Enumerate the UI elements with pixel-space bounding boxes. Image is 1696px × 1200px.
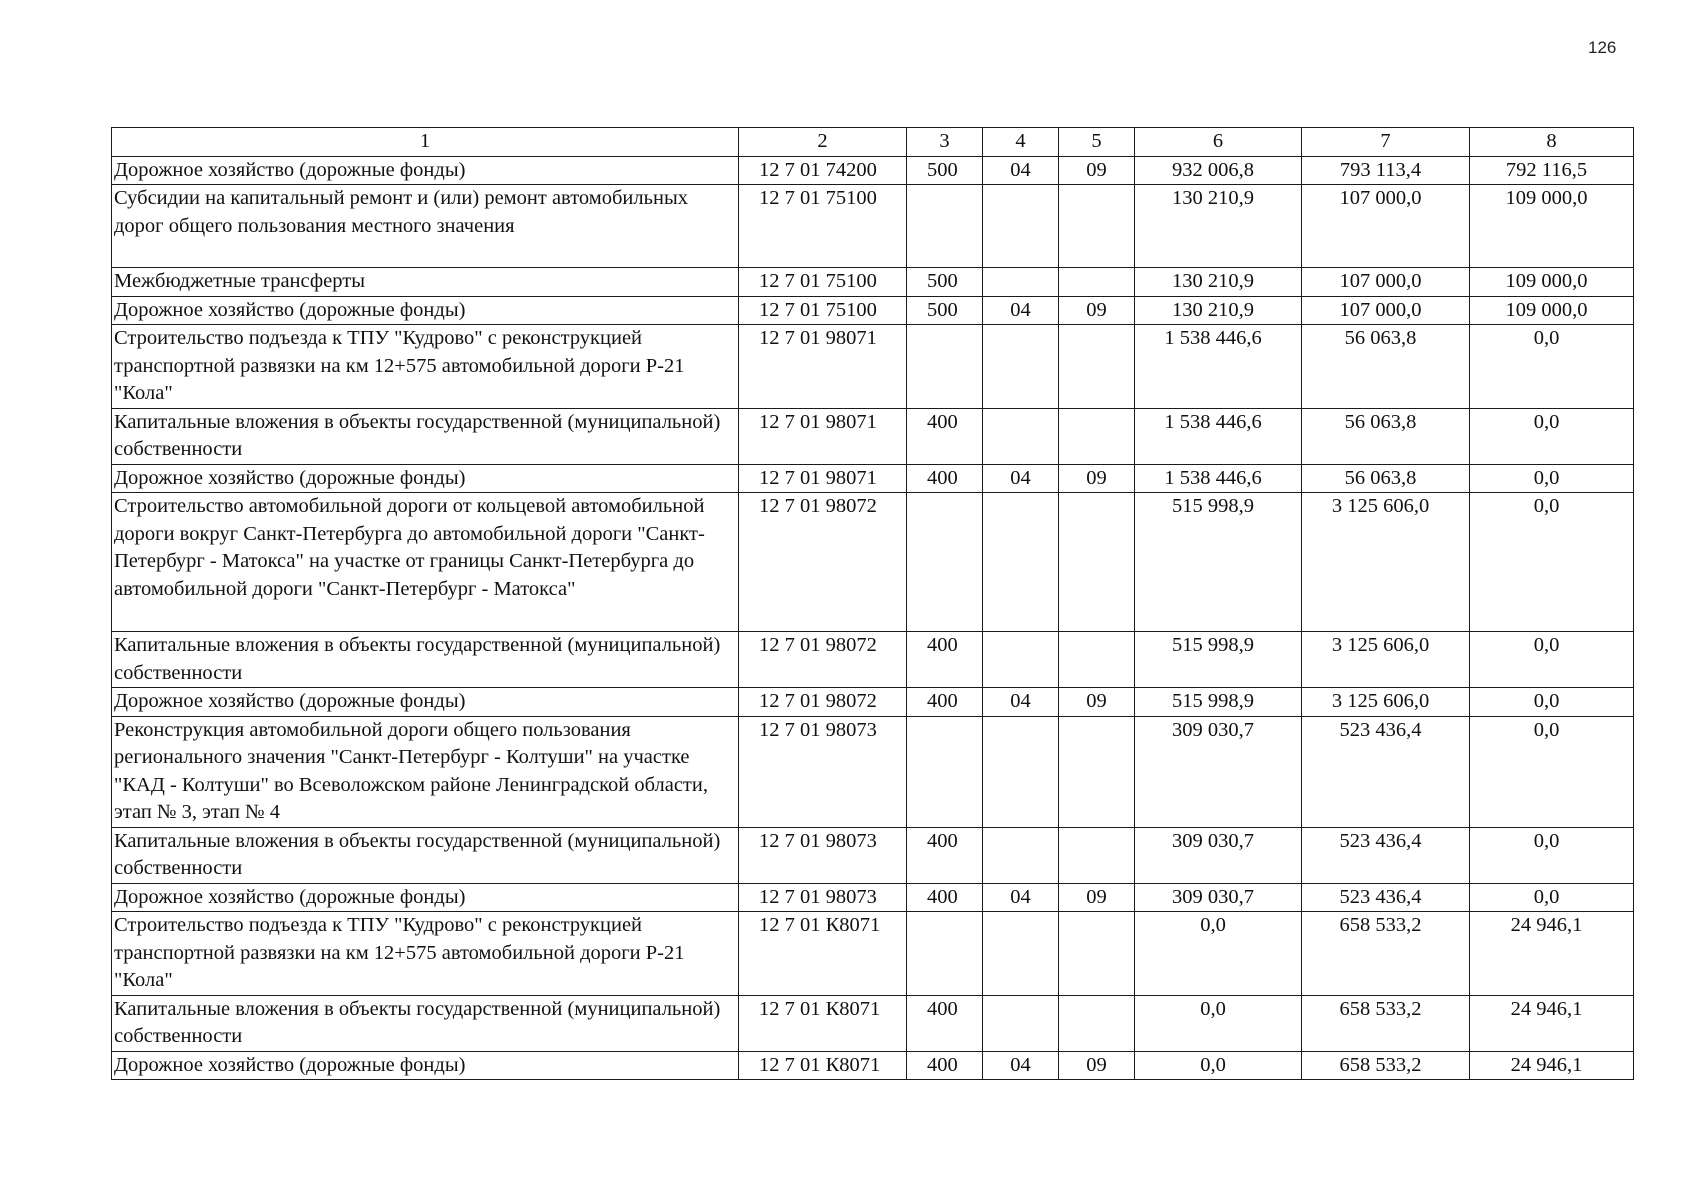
table-row [112, 493, 1634, 632]
subsection-cell [1059, 632, 1135, 688]
section-cell [983, 185, 1059, 268]
table-row [112, 912, 1634, 996]
expense-type-cell [907, 493, 983, 632]
column-number-row [112, 128, 1634, 157]
amount-year2-cell: 523 436,4 [1302, 883, 1470, 912]
amount-year2-cell: 658 533,2 [1302, 912, 1470, 996]
subsection-cell [1059, 995, 1135, 1051]
page-number: 126 [1588, 38, 1617, 57]
target-article-code-cell: 12 7 01 75100 [739, 185, 907, 268]
section-cell [983, 325, 1059, 409]
target-article-code-cell: 12 7 01 98072 [739, 688, 907, 717]
expense-type-cell: 400 [907, 883, 983, 912]
amount-year3-cell: 0,0 [1470, 408, 1634, 464]
target-article-code-cell: 12 7 01 К8071 [739, 1051, 907, 1080]
row-name-cell: Капитальные вложения в объекты государственной (муниципальной) собственности [112, 632, 739, 688]
section-cell [983, 995, 1059, 1051]
amount-year1-cell: 309 030,7 [1135, 827, 1302, 883]
expense-type-cell: 500 [907, 296, 983, 325]
subsection-cell: 09 [1059, 1051, 1135, 1080]
row-name-cell: Строительство подъезда к ТПУ "Кудрово" с реконструкцией транспортной развязки на км 12+575 автомобильной дороги Р-21 "Кола" [112, 325, 739, 409]
amount-year1-cell: 515 998,9 [1135, 632, 1302, 688]
amount-year1-cell: 309 030,7 [1135, 716, 1302, 827]
row-name-cell: Дорожное хозяйство (дорожные фонды) [112, 1051, 739, 1080]
row-name-cell: Дорожное хозяйство (дорожные фонды) [112, 688, 739, 717]
expense-type-cell: 500 [907, 156, 983, 185]
column-number: 5 [1059, 128, 1135, 157]
section-cell: 04 [983, 688, 1059, 717]
row-name-cell: Дорожное хозяйство (дорожные фонды) [112, 156, 739, 185]
target-article-code-cell: 12 7 01 К8071 [739, 912, 907, 996]
table-row [112, 1051, 1634, 1080]
subsection-cell: 09 [1059, 883, 1135, 912]
amount-year3-cell: 24 946,1 [1470, 1051, 1634, 1080]
amount-year2-cell: 3 125 606,0 [1302, 632, 1470, 688]
amount-year3-cell: 109 000,0 [1470, 185, 1634, 268]
amount-year1-cell: 309 030,7 [1135, 883, 1302, 912]
subsection-cell [1059, 408, 1135, 464]
subsection-cell [1059, 716, 1135, 827]
amount-year3-cell: 792 116,5 [1470, 156, 1634, 185]
amount-year2-cell: 56 063,8 [1302, 464, 1470, 493]
amount-year2-cell: 3 125 606,0 [1302, 688, 1470, 717]
expense-type-cell: 400 [907, 632, 983, 688]
amount-year3-cell: 0,0 [1470, 632, 1634, 688]
amount-year2-cell: 107 000,0 [1302, 296, 1470, 325]
expense-type-cell: 400 [907, 408, 983, 464]
amount-year1-cell: 515 998,9 [1135, 493, 1302, 632]
amount-year3-cell: 109 000,0 [1470, 296, 1634, 325]
table-row [112, 464, 1634, 493]
subsection-cell: 09 [1059, 464, 1135, 493]
table-row [112, 827, 1634, 883]
amount-year3-cell: 0,0 [1470, 325, 1634, 409]
table-row [112, 296, 1634, 325]
table-row [112, 995, 1634, 1051]
table-body [112, 128, 1634, 1080]
subsection-cell [1059, 493, 1135, 632]
amount-year3-cell: 0,0 [1470, 883, 1634, 912]
amount-year3-cell: 0,0 [1470, 493, 1634, 632]
amount-year2-cell: 793 113,4 [1302, 156, 1470, 185]
amount-year1-cell: 0,0 [1135, 995, 1302, 1051]
table-row [112, 716, 1634, 827]
amount-year1-cell: 130 210,9 [1135, 296, 1302, 325]
expense-type-cell: 500 [907, 268, 983, 297]
column-number: 2 [739, 128, 907, 157]
row-name-cell: Дорожное хозяйство (дорожные фонды) [112, 883, 739, 912]
row-name-cell: Строительство автомобильной дороги от кольцевой автомобильной дороги вокруг Санкт-Петербурга до автомобильной дороги "Санкт-Петербург - Матокса" на участке от границы Санкт-Петербурга до автомобильной дороги "Санкт-Петербург - Матокса" [112, 493, 739, 632]
expense-type-cell [907, 325, 983, 409]
subsection-cell: 09 [1059, 156, 1135, 185]
amount-year2-cell: 107 000,0 [1302, 268, 1470, 297]
row-name-cell: Строительство подъезда к ТПУ "Кудрово" с реконструкцией транспортной развязки на км 12+575 автомобильной дороги Р-21 "Кола" [112, 912, 739, 996]
column-number: 3 [907, 128, 983, 157]
amount-year2-cell: 107 000,0 [1302, 185, 1470, 268]
amount-year1-cell: 0,0 [1135, 1051, 1302, 1080]
target-article-code-cell: 12 7 01 98073 [739, 716, 907, 827]
table-row [112, 185, 1634, 268]
expense-type-cell [907, 912, 983, 996]
amount-year1-cell: 515 998,9 [1135, 688, 1302, 717]
expense-type-cell: 400 [907, 827, 983, 883]
amount-year2-cell: 56 063,8 [1302, 325, 1470, 409]
section-cell [983, 408, 1059, 464]
amount-year3-cell: 24 946,1 [1470, 995, 1634, 1051]
column-number: 7 [1302, 128, 1470, 157]
amount-year2-cell: 523 436,4 [1302, 716, 1470, 827]
section-cell [983, 912, 1059, 996]
expense-type-cell: 400 [907, 995, 983, 1051]
table-row [112, 268, 1634, 297]
row-name-cell: Реконструкция автомобильной дороги общего пользования регионального значения "Санкт-Петербург - Колтуши" на участке "КАД - Колтуши" во Всеволожском районе Ленинградской области, этап № 3, этап № 4 [112, 716, 739, 827]
amount-year1-cell: 1 538 446,6 [1135, 325, 1302, 409]
target-article-code-cell: 12 7 01 98073 [739, 883, 907, 912]
section-cell [983, 632, 1059, 688]
column-number: 4 [983, 128, 1059, 157]
target-article-code-cell: 12 7 01 98072 [739, 632, 907, 688]
row-name-cell: Межбюджетные трансферты [112, 268, 739, 297]
amount-year3-cell: 0,0 [1470, 688, 1634, 717]
amount-year2-cell: 3 125 606,0 [1302, 493, 1470, 632]
amount-year1-cell: 1 538 446,6 [1135, 408, 1302, 464]
subsection-cell [1059, 827, 1135, 883]
amount-year3-cell: 0,0 [1470, 716, 1634, 827]
section-cell: 04 [983, 883, 1059, 912]
amount-year1-cell: 1 538 446,6 [1135, 464, 1302, 493]
row-name-cell: Субсидии на капитальный ремонт и (или) ремонт автомобильных дорог общего пользования местного значения [112, 185, 739, 268]
row-name-cell: Капитальные вложения в объекты государственной (муниципальной) собственности [112, 995, 739, 1051]
amount-year3-cell: 0,0 [1470, 827, 1634, 883]
amount-year3-cell: 24 946,1 [1470, 912, 1634, 996]
target-article-code-cell: 12 7 01 74200 [739, 156, 907, 185]
target-article-code-cell: 12 7 01 75100 [739, 268, 907, 297]
subsection-cell [1059, 268, 1135, 297]
target-article-code-cell: 12 7 01 98071 [739, 464, 907, 493]
row-name-cell: Дорожное хозяйство (дорожные фонды) [112, 296, 739, 325]
table-row [112, 156, 1634, 185]
target-article-code-cell: 12 7 01 98073 [739, 827, 907, 883]
amount-year1-cell: 130 210,9 [1135, 185, 1302, 268]
subsection-cell [1059, 185, 1135, 268]
row-name-cell: Дорожное хозяйство (дорожные фонды) [112, 464, 739, 493]
table-row [112, 632, 1634, 688]
column-number: 8 [1470, 128, 1634, 157]
subsection-cell: 09 [1059, 688, 1135, 717]
amount-year2-cell: 56 063,8 [1302, 408, 1470, 464]
table-row [112, 325, 1634, 409]
expense-type-cell: 400 [907, 688, 983, 717]
column-number: 1 [112, 128, 739, 157]
section-cell [983, 827, 1059, 883]
subsection-cell [1059, 325, 1135, 409]
amount-year1-cell: 932 006,8 [1135, 156, 1302, 185]
target-article-code-cell: 12 7 01 98072 [739, 493, 907, 632]
section-cell: 04 [983, 464, 1059, 493]
target-article-code-cell: 12 7 01 98071 [739, 408, 907, 464]
row-name-cell: Капитальные вложения в объекты государственной (муниципальной) собственности [112, 827, 739, 883]
expense-type-cell: 400 [907, 1051, 983, 1080]
amount-year2-cell: 658 533,2 [1302, 995, 1470, 1051]
amount-year1-cell: 130 210,9 [1135, 268, 1302, 297]
section-cell: 04 [983, 296, 1059, 325]
target-article-code-cell: 12 7 01 К8071 [739, 995, 907, 1051]
subsection-cell: 09 [1059, 296, 1135, 325]
section-cell [983, 268, 1059, 297]
budget-table [111, 127, 1634, 1080]
target-article-code-cell: 12 7 01 75100 [739, 296, 907, 325]
expense-type-cell [907, 185, 983, 268]
row-name-cell: Капитальные вложения в объекты государственной (муниципальной) собственности [112, 408, 739, 464]
section-cell [983, 493, 1059, 632]
column-number: 6 [1135, 128, 1302, 157]
table-row [112, 408, 1634, 464]
table-row [112, 688, 1634, 717]
target-article-code-cell: 12 7 01 98071 [739, 325, 907, 409]
amount-year1-cell: 0,0 [1135, 912, 1302, 996]
amount-year3-cell: 109 000,0 [1470, 268, 1634, 297]
amount-year2-cell: 523 436,4 [1302, 827, 1470, 883]
table-row [112, 883, 1634, 912]
section-cell [983, 716, 1059, 827]
amount-year2-cell: 658 533,2 [1302, 1051, 1470, 1080]
expense-type-cell [907, 716, 983, 827]
amount-year3-cell: 0,0 [1470, 464, 1634, 493]
section-cell: 04 [983, 1051, 1059, 1080]
expense-type-cell: 400 [907, 464, 983, 493]
section-cell: 04 [983, 156, 1059, 185]
subsection-cell [1059, 912, 1135, 996]
